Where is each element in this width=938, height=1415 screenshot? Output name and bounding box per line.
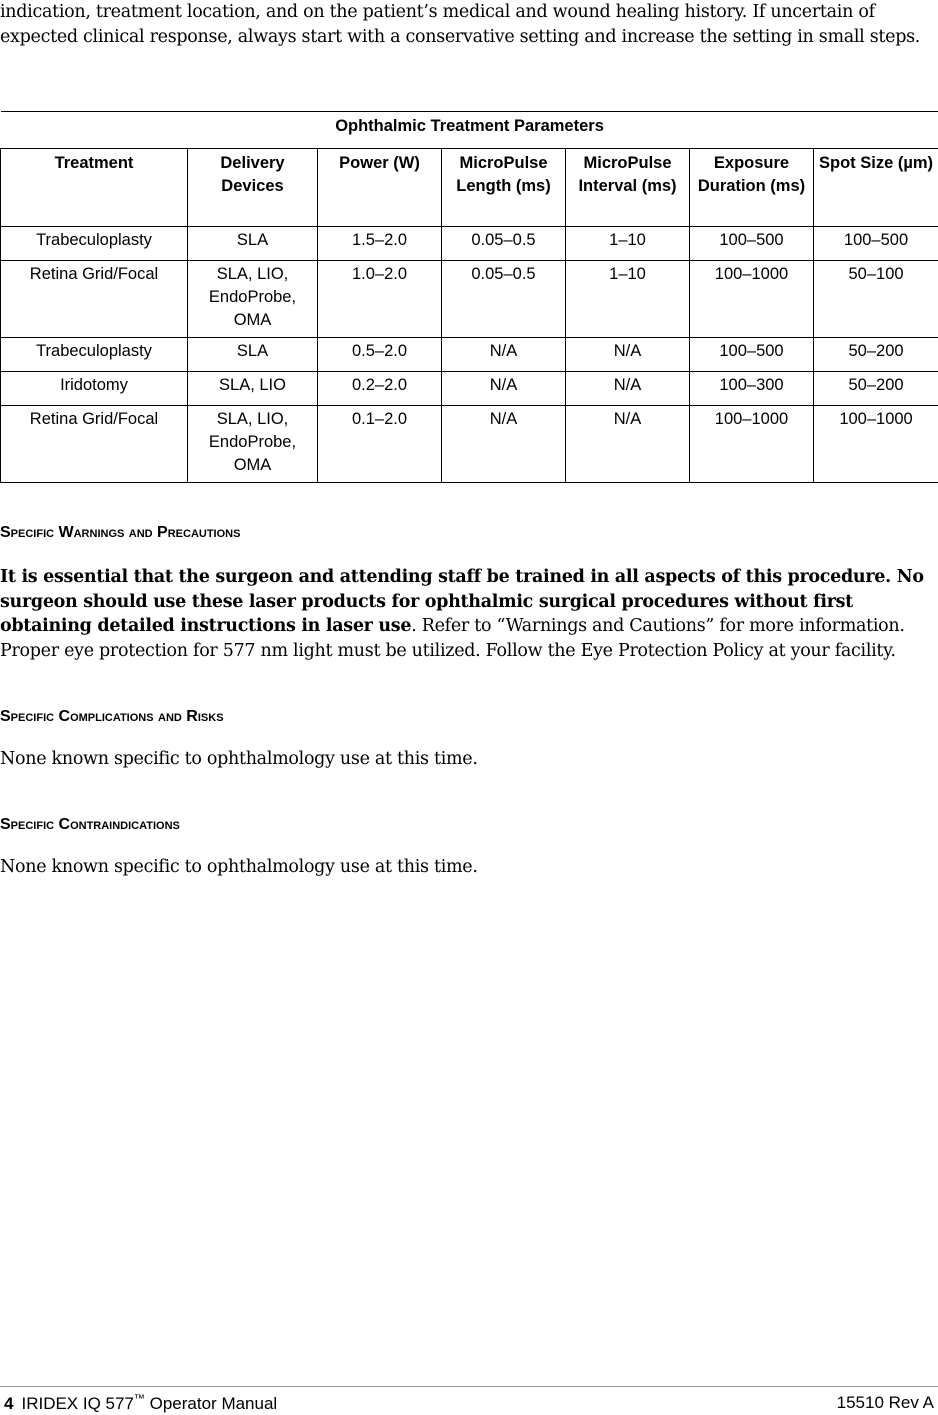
table-cell: SLA, LIO, EndoProbe, OMA (188, 261, 318, 338)
table-cell: 0.2–2.0 (318, 372, 442, 406)
column-header: MicroPulse Interval (ms) (566, 149, 690, 227)
manual-suffix: Operator Manual (144, 1394, 278, 1413)
table-cell: 50–200 (814, 372, 938, 406)
page-number: 4 (4, 1394, 14, 1413)
table-cell: 1–10 (566, 261, 690, 338)
document-id: 15510 Rev A (836, 1393, 934, 1412)
table-cell: SLA (188, 338, 318, 372)
table-cell: 0.05–0.5 (442, 261, 566, 338)
contraindications-heading: Specific Contraindications (0, 816, 180, 833)
table-cell: 100–300 (690, 372, 814, 406)
table-cell: 0.05–0.5 (442, 227, 566, 261)
warnings-bold-text: It is essential that the surgeon and attending staff be trained in all aspects of this procedure. No surgeon should use these laser products for ophthalmic surgical procedures without first obtaining detailed instructions in laser use (0, 567, 924, 636)
table-cell: 1.0–2.0 (318, 261, 442, 338)
table-cell: SLA (188, 227, 318, 261)
footer-divider (0, 1386, 938, 1387)
table-cell: N/A (442, 338, 566, 372)
table-cell: Trabeculoplasty (1, 338, 188, 372)
table-cell: 100–500 (814, 227, 938, 261)
footer-title (4, 1393, 277, 1414)
table-cell: N/A (566, 372, 690, 406)
table-caption: Ophthalmic Treatment Parameters (1, 112, 938, 149)
table-cell: 1–10 (566, 227, 690, 261)
table-row (1, 338, 938, 372)
table-cell: Trabeculoplasty (1, 227, 188, 261)
column-header: MicroPulse Length (ms) (442, 149, 566, 227)
warnings-text: . Refer to “Warnings and Cautions” for more information. Proper eye protection for 577 nm light must be utilized. Follow the Eye Protection Policy at your facility. (0, 616, 905, 661)
table-cell: 1.5–2.0 (318, 227, 442, 261)
column-header: Spot Size (µm) (814, 149, 938, 227)
table-row (1, 406, 938, 483)
contraindications-paragraph: None known specific to ophthalmology use at this time. (0, 857, 478, 877)
column-header: Power (W) (318, 149, 442, 227)
complications-heading: Specific Complications and Risks (0, 708, 224, 725)
table-cell: 0.1–2.0 (318, 406, 442, 483)
table-cell: 50–200 (814, 338, 938, 372)
table-cell: N/A (566, 338, 690, 372)
table-cell: N/A (442, 406, 566, 483)
table-cell: 100–500 (690, 227, 814, 261)
table-cell: 100–500 (690, 338, 814, 372)
table-row (1, 372, 938, 406)
table-row (1, 227, 938, 261)
intro-paragraph: indication, treatment location, and on the patient’s medical and wound healing history. If uncertain of expected clinical response, always start with a conservative setting and increase the setting in small steps. (0, 2, 921, 47)
table-cell: Retina Grid/Focal (1, 261, 188, 338)
table-cell: SLA, LIO (188, 372, 318, 406)
warnings-heading: Specific Warnings and Precautions (0, 524, 241, 541)
trademark-symbol: ™ (133, 1393, 145, 1405)
table-cell: 100–1000 (690, 406, 814, 483)
table-cell: 100–1000 (690, 261, 814, 338)
column-header: Treatment (1, 149, 188, 227)
table-cell: 0.5–2.0 (318, 338, 442, 372)
table-cell: N/A (442, 372, 566, 406)
column-header: Delivery Devices (188, 149, 318, 227)
column-header: Exposure Duration (ms) (690, 149, 814, 227)
treatment-parameters-table (0, 111, 938, 483)
complications-paragraph: None known specific to ophthalmology use at this time. (0, 749, 478, 769)
table-cell: N/A (566, 406, 690, 483)
warnings-paragraph (0, 565, 936, 663)
table-cell: SLA, LIO, EndoProbe, OMA (188, 406, 318, 483)
table-cell: Retina Grid/Focal (1, 406, 188, 483)
table-cell: Iridotomy (1, 372, 188, 406)
manual-title: IRIDEX IQ 577 (21, 1394, 134, 1413)
table-row (1, 261, 938, 338)
table-cell: 100–1000 (814, 406, 938, 483)
table-cell: 50–100 (814, 261, 938, 338)
table-header-row (1, 149, 938, 227)
